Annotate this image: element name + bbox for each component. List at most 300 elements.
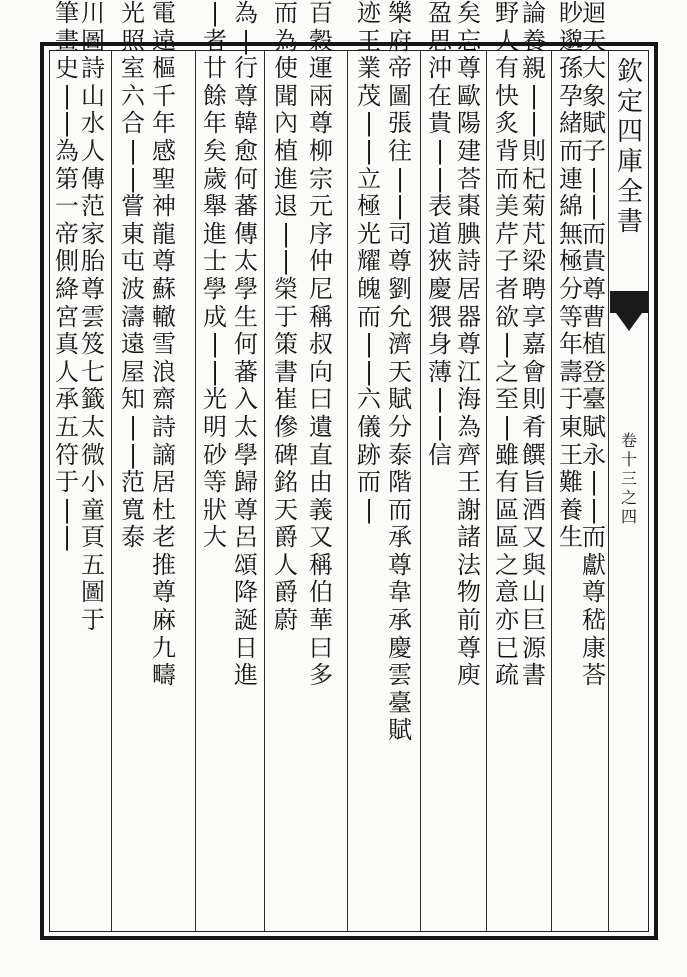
glyph: 日	[234, 633, 258, 662]
text-column	[307, 0, 335, 860]
text-column	[201, 0, 229, 860]
glyph: 劉	[388, 274, 412, 303]
glyph: 宮	[55, 302, 79, 331]
glyph: 康	[582, 633, 606, 662]
glyph: 韓	[234, 109, 258, 138]
glyph: 光	[357, 219, 381, 248]
column-divider	[195, 51, 196, 931]
glyph: 進	[274, 164, 298, 193]
glyph: 誕	[234, 606, 258, 635]
glyph: 與	[522, 550, 546, 579]
glyph: 業	[357, 54, 381, 83]
glyph: 尊	[457, 54, 481, 83]
glyph: 帝	[388, 54, 412, 83]
glyph: |	[281, 247, 291, 276]
glyph: 植	[274, 136, 298, 165]
glyph: 沖	[428, 54, 452, 83]
glyph: 而	[357, 302, 381, 331]
glyph: 樞	[152, 54, 176, 83]
glyph: |	[435, 412, 445, 441]
glyph: |	[210, 330, 220, 359]
glyph: 至	[495, 385, 519, 414]
glyph: 定	[617, 87, 644, 117]
glyph: 物	[457, 578, 481, 607]
glyph: 籤	[81, 385, 105, 414]
glyph: 而	[388, 495, 412, 524]
glyph: 蔚	[274, 606, 298, 635]
glyph: 生	[559, 523, 583, 552]
glyph: 老	[152, 523, 176, 552]
glyph: 書	[617, 207, 644, 237]
glyph: 小	[81, 468, 105, 497]
glyph: |	[529, 109, 539, 138]
glyph: 臺	[388, 688, 412, 717]
glyph: 向	[309, 357, 333, 386]
glyph: 屋	[121, 357, 145, 386]
text-column	[455, 0, 483, 860]
glyph: 器	[457, 302, 481, 331]
text-column	[386, 0, 414, 860]
glyph: 推	[152, 550, 176, 579]
glyph: 芃	[522, 219, 546, 248]
glyph: 棗	[457, 192, 481, 221]
glyph: 天	[274, 495, 298, 524]
glyph: 六	[357, 385, 381, 414]
glyph: 者	[203, 26, 227, 55]
glyph: 尊	[309, 109, 333, 138]
text-column	[232, 0, 260, 860]
glyph: 養	[522, 26, 546, 55]
glyph: 旨	[522, 468, 546, 497]
glyph: 在	[428, 81, 452, 110]
glyph: 水	[81, 109, 105, 138]
glyph: |	[128, 164, 138, 193]
glyph: 蘇	[152, 274, 176, 303]
text-column	[53, 0, 81, 860]
glyph: 一	[55, 192, 79, 221]
glyph: 分	[388, 412, 412, 441]
glyph: 浪	[152, 357, 176, 386]
glyph: 蕃	[234, 192, 258, 221]
glyph: 江	[457, 357, 481, 386]
glyph: 退	[274, 192, 298, 221]
glyph: 五	[55, 412, 79, 441]
glyph: 于	[274, 302, 298, 331]
glyph: 王	[357, 26, 381, 55]
glyph: |	[395, 192, 405, 221]
glyph: 極	[559, 247, 583, 276]
glyph: 廿	[203, 54, 227, 83]
glyph: 盈	[428, 0, 452, 27]
glyph: 會	[522, 357, 546, 386]
glyph: 成	[203, 302, 227, 331]
glyph: 而	[495, 164, 519, 193]
glyph: 書	[274, 357, 298, 386]
glyph: 荅	[457, 164, 481, 193]
glyph: 亦	[495, 606, 519, 635]
glyph: 階	[388, 468, 412, 497]
text-column	[426, 0, 454, 860]
glyph: 圖	[81, 578, 105, 607]
glyph: 愈	[234, 136, 258, 165]
glyph: 筆	[55, 0, 79, 27]
glyph: 伯	[309, 578, 333, 607]
glyph: 分	[559, 274, 583, 303]
glyph: 山	[522, 578, 546, 607]
glyph: 有	[495, 54, 519, 83]
glyph: |	[502, 412, 512, 441]
glyph: 蕃	[234, 357, 258, 386]
glyph: 太	[234, 247, 258, 276]
glyph: 百	[309, 0, 333, 27]
glyph: 而	[582, 219, 606, 248]
glyph: 人	[81, 136, 105, 165]
glyph: 絳	[55, 274, 79, 303]
glyph: 養	[559, 495, 583, 524]
glyph: 使	[274, 54, 298, 83]
glyph: 為	[55, 136, 79, 165]
column-divider	[420, 51, 421, 931]
glyph: 側	[55, 247, 79, 276]
glyph: |	[589, 495, 599, 524]
glyph: 傪	[274, 412, 298, 441]
glyph: 植	[582, 330, 606, 359]
glyph: 爵	[274, 578, 298, 607]
glyph: 饌	[522, 440, 546, 469]
column-divider	[264, 51, 265, 931]
glyph: 區	[495, 495, 519, 524]
glyph: 童	[81, 495, 105, 524]
glyph: 庫	[617, 147, 644, 177]
glyph: 諸	[457, 523, 481, 552]
glyph: 貴	[428, 109, 452, 138]
glyph: 曰	[309, 385, 333, 414]
glyph: 天	[388, 357, 412, 386]
glyph: 屯	[121, 247, 145, 276]
glyph: 電	[152, 0, 176, 27]
glyph: |	[210, 0, 220, 27]
glyph: 感	[152, 136, 176, 165]
glyph: 身	[428, 330, 452, 359]
glyph: 嘉	[522, 330, 546, 359]
glyph: 入	[234, 385, 258, 414]
glyph: 前	[457, 606, 481, 635]
glyph: 于	[81, 606, 105, 635]
glyph: 源	[522, 633, 546, 662]
glyph: 謝	[457, 495, 481, 524]
glyph: 立	[357, 164, 381, 193]
glyph: 穀	[309, 26, 333, 55]
glyph: 又	[522, 523, 546, 552]
glyph: 策	[274, 330, 298, 359]
glyph: 為	[457, 412, 481, 441]
glyph: |	[210, 357, 220, 386]
glyph: 巨	[522, 606, 546, 635]
glyph: 明	[203, 412, 227, 441]
column-divider	[111, 51, 112, 931]
glyph: 賦	[582, 412, 606, 441]
glyph: 尊	[152, 578, 176, 607]
glyph: 尊	[81, 274, 105, 303]
glyph: 聘	[522, 274, 546, 303]
text-column	[150, 0, 178, 860]
glyph: 齋	[152, 385, 176, 414]
glyph: 龍	[152, 219, 176, 248]
glyph: 柳	[309, 136, 333, 165]
glyph: 表	[428, 192, 452, 221]
glyph: 九	[152, 633, 176, 662]
glyph: 太	[234, 412, 258, 441]
glyph: 孫	[559, 54, 583, 83]
glyph: 四	[620, 507, 637, 526]
glyph: 元	[309, 192, 333, 221]
glyph: 內	[274, 109, 298, 138]
glyph: 矣	[203, 136, 227, 165]
glyph: 欲	[495, 302, 519, 331]
glyph: |	[364, 109, 374, 138]
glyph: 舉	[203, 192, 227, 221]
glyph: 合	[121, 109, 145, 138]
glyph: 泰	[121, 523, 145, 552]
glyph: 賦	[388, 716, 412, 745]
glyph: 叔	[309, 330, 333, 359]
glyph: 山	[81, 81, 105, 110]
fishtail-mark	[616, 313, 642, 331]
glyph: 畫	[55, 26, 79, 55]
glyph: 人	[274, 550, 298, 579]
glyph: 貴	[582, 247, 606, 276]
glyph: 華	[309, 606, 333, 635]
glyph: 欽	[617, 57, 644, 87]
glyph: 為	[274, 26, 298, 55]
glyph: 信	[428, 440, 452, 469]
glyph: 綿	[559, 192, 583, 221]
glyph: 室	[121, 54, 145, 83]
glyph: 知	[121, 385, 145, 414]
glyph: 海	[457, 385, 481, 414]
glyph: 傳	[81, 164, 105, 193]
glyph: |	[589, 164, 599, 193]
glyph: 學	[234, 440, 258, 469]
glyph: 七	[81, 357, 105, 386]
glyph: 背	[495, 136, 519, 165]
glyph: 由	[309, 468, 333, 497]
glyph: |	[364, 136, 374, 165]
glyph: |	[62, 523, 72, 552]
glyph: |	[128, 136, 138, 165]
glyph: 大	[582, 54, 606, 83]
glyph: 第	[55, 164, 79, 193]
glyph: 菊	[522, 192, 546, 221]
glyph: 建	[457, 136, 481, 165]
glyph: 賦	[582, 109, 606, 138]
glyph: 呂	[234, 523, 258, 552]
glyph: 五	[81, 550, 105, 579]
glyph: 人	[495, 26, 519, 55]
glyph: 而	[559, 136, 583, 165]
glyph: 家	[81, 219, 105, 248]
glyph: 張	[388, 109, 412, 138]
glyph: 跡	[357, 440, 381, 469]
glyph: 荅	[582, 661, 606, 690]
glyph: 序	[309, 219, 333, 248]
glyph: |	[62, 495, 72, 524]
glyph: 生	[234, 302, 258, 331]
glyph: 曹	[582, 302, 606, 331]
glyph: 區	[495, 523, 519, 552]
glyph: 往	[388, 136, 412, 165]
glyph: 卷	[620, 431, 637, 450]
glyph: 歐	[457, 81, 481, 110]
glyph: 腆	[457, 219, 481, 248]
glyph: 微	[81, 440, 105, 469]
glyph: 尊	[388, 550, 412, 579]
glyph: 帝	[55, 219, 79, 248]
glyph: 遠	[121, 330, 145, 359]
glyph: 多	[309, 661, 333, 690]
book-title	[617, 57, 643, 237]
glyph: 雖	[495, 440, 519, 469]
glyph: 而	[274, 0, 298, 27]
glyph: 狹	[428, 247, 452, 276]
glyph: |	[62, 109, 72, 138]
glyph: 降	[234, 578, 258, 607]
glyph: 道	[428, 219, 452, 248]
glyph: 史	[55, 54, 79, 83]
glyph: 詩	[81, 54, 105, 83]
glyph: 邈	[559, 26, 583, 55]
glyph: 運	[309, 54, 333, 83]
glyph: 濟	[388, 330, 412, 359]
glyph: 美	[495, 192, 519, 221]
glyph: 書	[522, 661, 546, 690]
text-column	[557, 0, 585, 860]
glyph: 何	[234, 164, 258, 193]
glyph: 光	[203, 385, 227, 414]
glyph: 尊	[152, 247, 176, 276]
glyph: 連	[559, 164, 583, 193]
glyph: 思	[428, 26, 452, 55]
glyph: 芹	[495, 219, 519, 248]
glyph: 砂	[203, 440, 227, 469]
glyph: 尊	[234, 495, 258, 524]
glyph: 尊	[388, 247, 412, 276]
glyph: 波	[121, 274, 145, 303]
glyph: 而	[582, 523, 606, 552]
glyph: 神	[152, 192, 176, 221]
glyph: 四	[617, 117, 644, 147]
glyph: 疇	[152, 661, 176, 690]
glyph: 為	[234, 0, 258, 27]
column-divider	[608, 51, 609, 931]
glyph: 于	[55, 468, 79, 497]
glyph: 寬	[121, 495, 145, 524]
glyph: 碑	[274, 440, 298, 469]
glyph: 學	[234, 274, 258, 303]
glyph: 永	[582, 440, 606, 469]
glyph: 遠	[152, 26, 176, 55]
glyph: |	[435, 164, 445, 193]
glyph: 崔	[274, 385, 298, 414]
glyph: 尊	[582, 274, 606, 303]
glyph: 眇	[559, 0, 583, 27]
glyph: 圖	[388, 81, 412, 110]
glyph: 詩	[152, 412, 176, 441]
glyph: |	[395, 164, 405, 193]
glyph: 之	[495, 357, 519, 386]
glyph: 居	[457, 274, 481, 303]
glyph: 雲	[388, 661, 412, 690]
glyph: 稱	[309, 302, 333, 331]
glyph: 無	[559, 219, 583, 248]
glyph: 子	[495, 247, 519, 276]
glyph: 承	[388, 606, 412, 635]
glyph: 大	[203, 523, 227, 552]
text-column	[520, 0, 548, 860]
glyph: 濤	[121, 302, 145, 331]
glyph: 謫	[152, 440, 176, 469]
glyph: 年	[559, 330, 583, 359]
glyph: 爵	[274, 523, 298, 552]
glyph: 宗	[309, 164, 333, 193]
glyph: 享	[522, 302, 546, 331]
glyph: 又	[309, 523, 333, 552]
glyph: 陽	[457, 109, 481, 138]
glyph: 迹	[357, 0, 381, 27]
glyph: 登	[582, 357, 606, 386]
glyph: 尊	[457, 633, 481, 662]
glyph: 難	[559, 468, 583, 497]
glyph: 傳	[234, 219, 258, 248]
text-column	[79, 0, 107, 860]
glyph: 等	[203, 468, 227, 497]
glyph: 有	[495, 468, 519, 497]
text-column	[272, 0, 300, 860]
glyph: 行	[234, 54, 258, 83]
glyph: 野	[495, 0, 519, 27]
glyph: 仲	[309, 247, 333, 276]
glyph: 何	[234, 330, 258, 359]
glyph: 歸	[234, 468, 258, 497]
glyph: 稱	[309, 550, 333, 579]
glyph: 疏	[495, 661, 519, 690]
glyph: 泰	[388, 440, 412, 469]
glyph: 胎	[81, 247, 105, 276]
glyph: |	[435, 385, 445, 414]
glyph: 儀	[357, 412, 381, 441]
glyph: 忘	[457, 26, 481, 55]
glyph: 杜	[152, 495, 176, 524]
glyph: 笈	[81, 330, 105, 359]
glyph: 等	[559, 302, 583, 331]
glyph: 嘗	[121, 192, 145, 221]
glyph: 真	[55, 330, 79, 359]
glyph: 壽	[559, 357, 583, 386]
glyph: 全	[617, 177, 644, 207]
glyph: 麻	[152, 606, 176, 635]
glyph: 已	[495, 633, 519, 662]
glyph: 兩	[309, 81, 333, 110]
glyph: 酒	[522, 495, 546, 524]
glyph: |	[364, 357, 374, 386]
glyph: 東	[121, 219, 145, 248]
glyph: 允	[388, 302, 412, 331]
glyph: 頁	[81, 523, 105, 552]
glyph: 承	[388, 523, 412, 552]
glyph: 臺	[582, 385, 606, 414]
glyph: 賦	[388, 385, 412, 414]
glyph: |	[128, 412, 138, 441]
